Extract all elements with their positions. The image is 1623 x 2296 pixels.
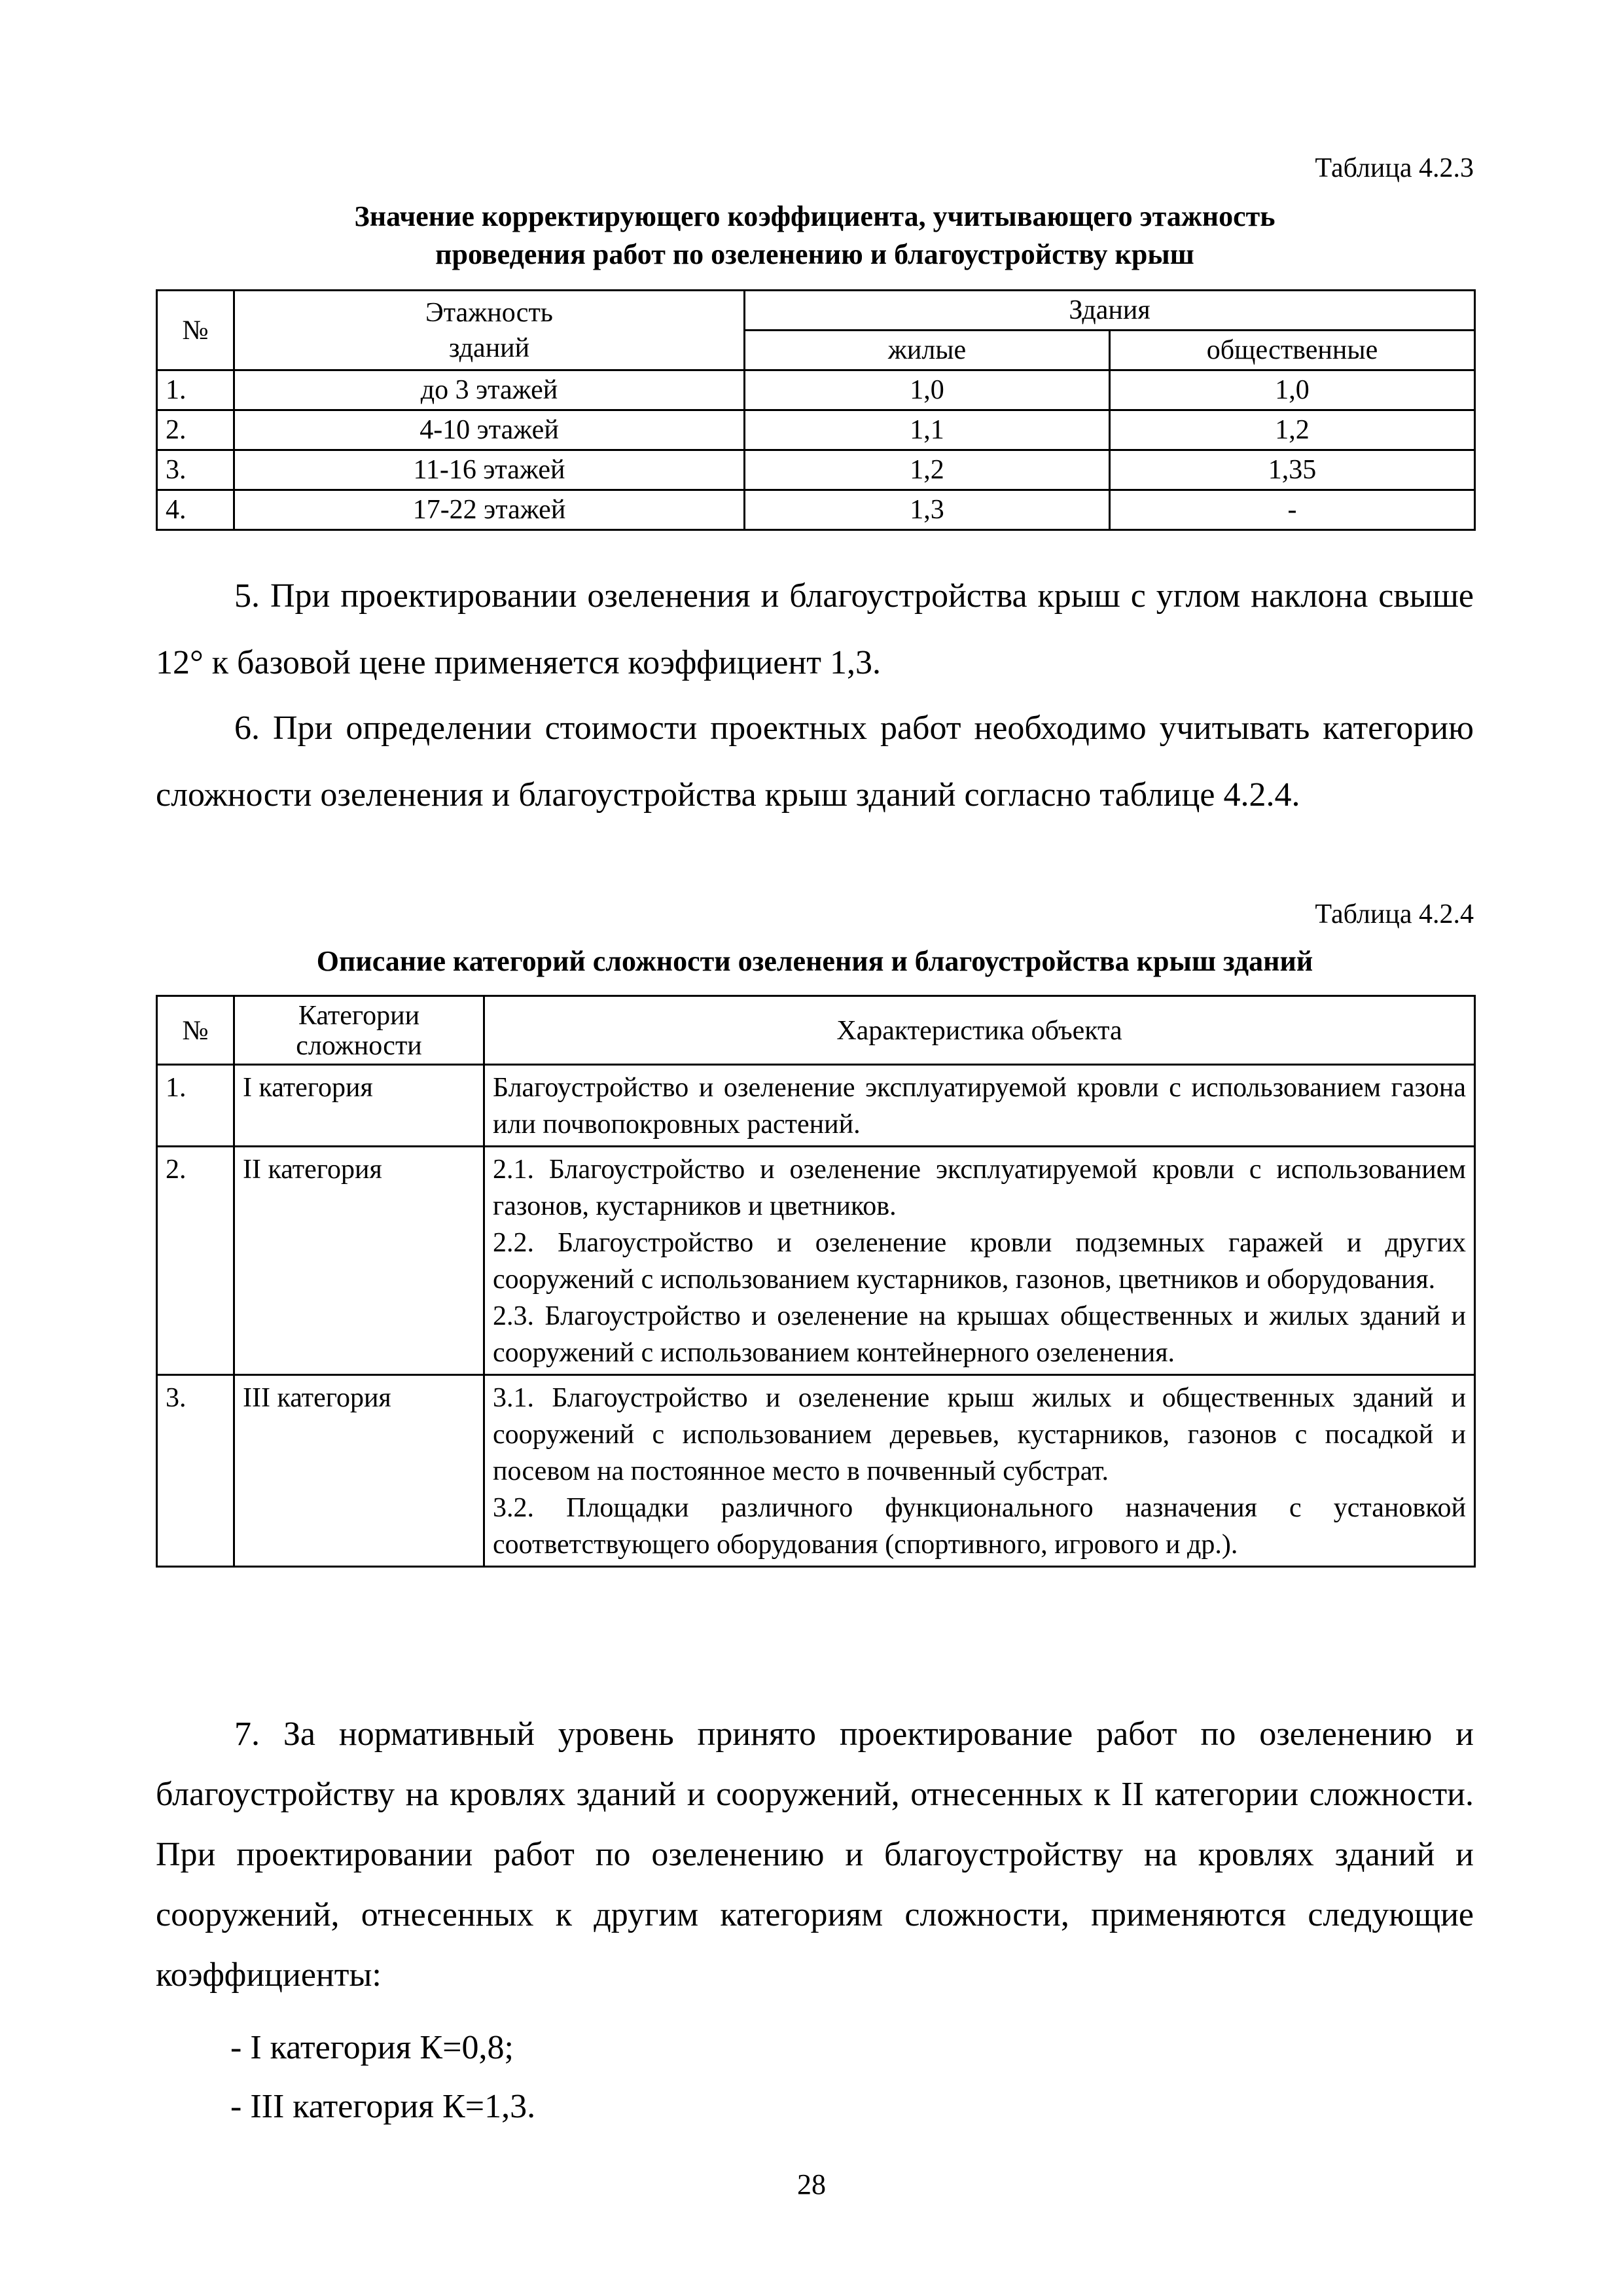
description-item: 3.1. Благоустройство и озеленение крыш жилых и общественных зданий и сооружений с использованием деревьев, кустарников, газонов с посадкой и посевом на постоянное место в почвенный субстрат. xyxy=(493,1383,1466,1486)
coefficient-item: - I категория К=0,8; xyxy=(230,2029,514,2066)
table-row xyxy=(157,1065,1475,1147)
table-row xyxy=(157,410,1475,450)
row-public: - xyxy=(1110,490,1475,530)
row-residential: 1,0 xyxy=(745,370,1110,410)
row-floors: 11-16 этажей xyxy=(234,450,745,490)
row-num: 1. xyxy=(157,1065,234,1147)
row-category: I категория xyxy=(234,1065,484,1147)
header-buildings: Здания xyxy=(745,291,1475,331)
description-item: 2.1. Благоустройство и озеленение эксплуатируемой кровли с использованием газонов, кустарников и цветников. xyxy=(493,1155,1466,1221)
complexity-category-table xyxy=(156,995,1476,1568)
row-public: 1,0 xyxy=(1110,370,1475,410)
paragraph-5 xyxy=(156,563,1474,696)
table-row xyxy=(157,1375,1475,1567)
row-num: 1. xyxy=(157,370,234,410)
row-public: 1,35 xyxy=(1110,450,1475,490)
header-category xyxy=(234,996,484,1065)
table-label: Таблица 4.2.4 xyxy=(1315,899,1474,929)
table-row xyxy=(157,370,1475,410)
row-num: 2. xyxy=(157,1147,234,1375)
paragraph-6 xyxy=(156,695,1474,829)
paragraph-5-text: 5. При проектировании озеленения и благоустройства крыш с углом наклона свыше 12° к базовой цене применяется коэффициент 1,3. xyxy=(156,577,1474,681)
header-residential: жилые xyxy=(745,331,1110,370)
row-residential: 1,1 xyxy=(745,410,1110,450)
table-row xyxy=(157,450,1475,490)
description-item: 2.2. Благоустройство и озеленение кровли подземных гаражей и других сооружений с использованием кустарников, газонов, цветников и оборудования. xyxy=(493,1228,1466,1295)
row-public: 1,2 xyxy=(1110,410,1475,450)
row-num: 3. xyxy=(157,450,234,490)
header-floors-text: Этажность зданий xyxy=(425,297,553,363)
row-num: 3. xyxy=(157,1375,234,1567)
header-num: № xyxy=(157,291,234,370)
paragraph-6-text: 6. При определении стоимости проектных работ необходимо учитывать категорию сложности озеленения и благоустройства крыш зданий согласно таблице 4.2.4. xyxy=(156,709,1474,814)
description-item: Благоустройство и озеленение эксплуатируемой кровли с использованием газона или почвопокровных растений. xyxy=(493,1073,1466,1139)
header-description: Характеристика объекта xyxy=(484,996,1475,1065)
paragraph-7-text: 7. За нормативный уровень принято проектирование работ по озеленению и благоустройству на кровлях зданий и сооружений, отнесенных к II категории сложности. При проектировании работ по озеленению и благоустройству на кровлях зданий и сооружений, отнесенных к другим категориям сложности, применяются следующие коэффициенты: xyxy=(156,1715,1474,1994)
table-header-row xyxy=(157,291,1475,331)
description-item: 3.2. Площадки различного функционального назначения с установкой соответствующего оборудования (спортивного, игрового и др.). xyxy=(493,1493,1466,1560)
header-floors xyxy=(234,291,745,370)
row-category: III категория xyxy=(234,1375,484,1567)
header-num: № xyxy=(157,996,234,1065)
row-num: 4. xyxy=(157,490,234,530)
row-residential: 1,3 xyxy=(745,490,1110,530)
row-residential: 1,2 xyxy=(745,450,1110,490)
row-num: 2. xyxy=(157,410,234,450)
page-number: 28 xyxy=(797,2168,826,2200)
table-header-row xyxy=(157,996,1475,1065)
table-caption-line-2: проведения работ по озеленению и благоустройству крыш xyxy=(435,238,1194,270)
table-caption: Описание категорий сложности озеленения и благоустройства крыш зданий xyxy=(316,945,1313,977)
table-row xyxy=(157,490,1475,530)
row-description xyxy=(484,1375,1475,1567)
description-item: 2.3. Благоустройство и озеленение на крышах общественных и жилых зданий и сооружений с использованием контейнерного озеленения. xyxy=(493,1301,1466,1368)
row-floors: до 3 этажей xyxy=(234,370,745,410)
paragraph-7 xyxy=(156,1704,1474,2005)
row-description xyxy=(484,1065,1475,1147)
row-floors: 4-10 этажей xyxy=(234,410,745,450)
coefficient-item: - III категория К=1,3. xyxy=(230,2088,536,2125)
header-category-text: Категории сложности xyxy=(296,1001,422,1061)
floor-coefficient-table xyxy=(156,289,1476,531)
row-description xyxy=(484,1147,1475,1375)
table-caption-line-1: Значение корректирующего коэффициента, учитывающего этажность xyxy=(354,200,1275,232)
row-floors: 17-22 этажей xyxy=(234,490,745,530)
table-row xyxy=(157,1147,1475,1375)
row-category: II категория xyxy=(234,1147,484,1375)
table-label: Таблица 4.2.3 xyxy=(1315,153,1474,183)
header-public: общественные xyxy=(1110,331,1475,370)
